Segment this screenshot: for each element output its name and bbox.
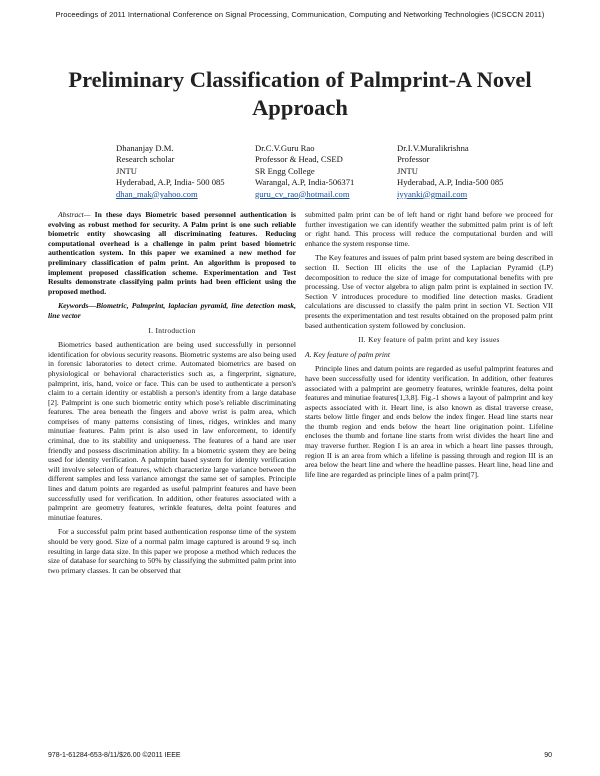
page-number: 90 — [544, 752, 552, 759]
abstract-label: Abstract— — [58, 210, 91, 219]
author-name: Dr.I.V.Muralikrishna — [397, 143, 469, 153]
right-column — [305, 210, 553, 484]
author-org: SR Engg College — [255, 165, 315, 176]
author-2 — [255, 143, 354, 200]
paper-title — [40, 66, 560, 122]
author-email-link[interactable]: iyyanki@gmail.com — [397, 188, 468, 199]
title-line-1: Preliminary Classification of Palmprint-A Novel — [68, 67, 532, 92]
keywords-label: Keywords— — [58, 301, 96, 311]
author-1 — [116, 143, 225, 200]
author-address: Hyderabad, A.P, India-500 085 — [397, 177, 504, 188]
intro-paragraph-1: Biometrics based authentication are being used successfully in personnel identification for obvious security reasons. Biometric systems are also being used in forensic laboratories to detect crime. Automated biometrics are based on physiological or behavioral characteristics such as, a fingerprint, signature, palmprint, iris, hand, voice or face. This can be used to authenticate a person's claim to a certain identity or establish a person's identity from a large database [2]. Palmprint is one such biometric entity which pose's reliable discriminating features. The area beneath the fingers and above wrist is palm area, which comprises of many patterns consisting of lines, ridges, wrinkles and many minutiae features. Palm print is also used in law enforcement, to identify criminal, due to its stability and uniqueness. The features of a hand are user friendly and possess discrimination ability. In a biometric system they are being used for identity verification. A palmprint based system for identity verification will involve selection of features, which characterize large variance between the different samples and less variance amongst the same set of samples. Principle lines and datum points are regarded as useful palmprint features and have been successfully used for verification. In addition, other features associated with a palmprint are geometry features, wrinkle features, delta point features and minutiae features. — [48, 340, 296, 522]
abstract-text: In these days Biometric based personnel authentication is evolving as robust method for security. A Palm print is one such reliable biometric entity showcasing all discriminating features. Reducing computational overhead is a challenge in palm print based biometric authentication system. In this paper we examined a new method for preliminary classification of palm print. An algorithm is proposed to implement proposed classification scheme. Experimentation and Test Results demonstrate classifying palm prints had been efficient using the proposed method. — [48, 210, 296, 296]
author-email-link[interactable]: guru_cv_rao@hotmail.com — [255, 188, 350, 199]
keywords — [48, 301, 296, 320]
left-column — [48, 210, 296, 580]
keywords-text: Biometric, Palmprint, laplacian pyramid, line detection mask, line vector — [48, 301, 296, 320]
author-3 — [397, 143, 503, 200]
intro-paragraph-2: For a successful palm print based authentication response time of the system should be very good. Size of a normal palm image captured is around 9 sq. inch resulting in large data size. In this paper we propose a method which reduces the size of database for searching to 50% by classifying the submitted palm print into two primary classes. It can be observed that — [48, 527, 296, 575]
subsection-heading-a: A. Key feature of palm print — [305, 349, 390, 359]
section-heading-key-features: II. Key feature of palm print and key issues — [358, 335, 500, 345]
author-org: JNTU — [397, 165, 419, 176]
section-heading-intro: I. Introduction — [148, 325, 196, 335]
author-role: Professor — [397, 154, 430, 165]
author-org: JNTU — [116, 165, 138, 176]
author-address: Hyderabad, A.P, India- 500 085 — [116, 177, 225, 188]
proceedings-header: Proceedings of 2011 International Conference on Signal Processing, Communication, Computing and Networking Technologies (ICSCCN 2011) — [55, 10, 545, 19]
right-paragraph-1: submitted palm print can be of left hand or right hand before we proceed for further investigation we can identify weather the submitted palm print is of left or right hand. This process will reduce the computational burden and will enhance the system response time. — [305, 210, 553, 248]
author-address: Warangal, A.P, India-506371 — [255, 177, 355, 188]
abstract — [48, 210, 296, 296]
right-paragraph-3: Principle lines and datum points are regarded as useful palmprint features and have been successfully used for identity verification. In addition, other features associated with a palmprint are geometry features, wrinkle features, delta point features and minutiae features[1,3,8]. Fig.-1 shows a layout of palmprint and key aspects associated with it. Heart line, is also known as distal traverse crease, starts below little finger and ends below the index finger. Head line starts near the thumb region and ends below the heart line origination point. Lifeline encloses the thumb and fortane line starts from wrist divides the heart line and may traverse further. Region I is an area in which a heart line passes through, region II is an area from which a lifeline is passing through and region III is an area below the heart line and where the headline passes. Heart line, head line and life line are regarded as principle lines of a palm print[7]. — [305, 364, 553, 479]
author-role: Research scholar — [116, 154, 175, 165]
copyright-notice: 978-1-61284-653-8/11/$26.00 ©2011 IEEE — [48, 752, 181, 759]
page-footer — [48, 752, 552, 759]
author-name: Dr.C.V.Guru Rao — [255, 143, 315, 153]
author-name: Dhananjay D.M. — [116, 143, 174, 153]
right-paragraph-2: The Key features and issues of palm print based system are being described in section II. Section III elicits the use of the Laplacian Pyramid (LP) decomposition to reduce the size of image for computational benefits with pre processing. Use of vector algebra to align palm print is explained in section IV. Section V introduces procedure to modified line detection masks. Gradient calculations are discussed to classify the palm print in section VI. Section VII presents the experimentation and test results obtained on the proposed palm print based authentication system followed by conclusion. — [305, 253, 553, 330]
title-line-2: Approach — [252, 95, 348, 120]
author-email-link[interactable]: dhan_mak@yahoo.com — [116, 188, 198, 199]
author-role: Professor & Head, CSED — [255, 154, 343, 165]
